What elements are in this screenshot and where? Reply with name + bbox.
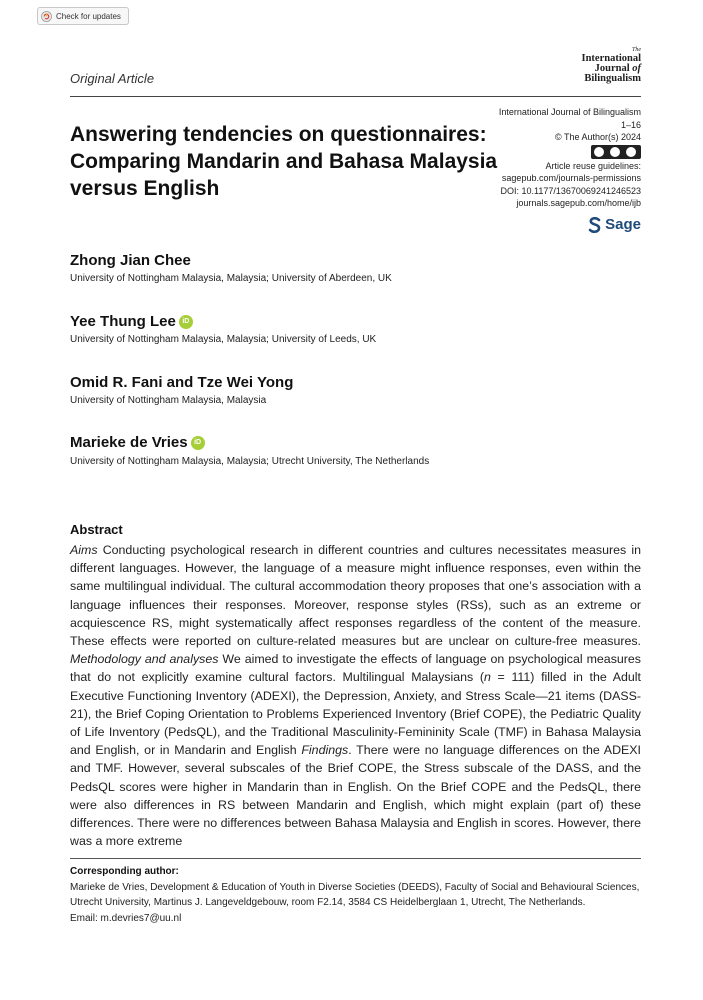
abstract-findings-label: Findings (301, 743, 349, 758)
corresponding-author-email[interactable]: Email: m.devries7@uu.nl (70, 912, 182, 924)
abstract-findings: . There were no language differences on the ADEXI and TMF. However, several subscales of the Brief COPE, the Stress subscale of the DASS, and the PedsQL scores were higher in Mandarin than in English. On the Brief COPE and the PedsQL, there were also differences in RS between Mandarin and English, which might explain (part of) these differences. There were no differences between Bahasa Malaysia and English in scores. However, there was a more extreme (70, 743, 641, 849)
footnote-divider (70, 858, 641, 859)
article-title: Answering tendencies on questionnaires: Comparing Mandarin and Bahasa Malaysia versus English (70, 123, 498, 200)
article-type: Original Article (70, 71, 155, 86)
journal-logo (561, 47, 641, 84)
author-name (70, 313, 193, 330)
check-for-updates-button[interactable] (37, 7, 129, 25)
abstract-methods-a: We aimed to investigate the effects of language on psychological measures that do not explicitly examine cultural factors. Multilingual Malaysians ( (70, 652, 641, 685)
cc-license-badge[interactable] (421, 144, 641, 160)
meta-journal-url[interactable]: journals.sagepub.com/home/ijb (516, 198, 641, 208)
corresponding-author-text: Marieke de Vries, Development & Education of Youth in Diverse Societies (DEEDS), Faculty of Social and Behavioural Sciences, Utrecht University, Martinus J. Langeveldgebouw, room F2.14, 3584 CS Heidelberglaan 1, Utrecht, The Netherlands. (70, 882, 640, 909)
author-name-text: Marieke de Vries (70, 434, 188, 451)
meta-journal: International Journal of Bilingualism (498, 107, 641, 117)
header-divider (70, 96, 641, 97)
sage-logo-text: Sage (605, 216, 641, 233)
journal-logo-journal: Journal (594, 63, 633, 74)
check-for-updates-label: Check for updates (56, 11, 121, 21)
abstract-methods-b: = 111) filled in the Adult Executive Functioning Inventory (ADEXI), the Depression, Anxiety, and Stress Scale—21 items (DASS-21), the Brief Coping Orientation to Problems Experienced Inventory (Brief COPE), the Pediatric Quality of Life Inventory (PedsQL), and the Traditional Masculinity-Femininity Scale (TMF) in Bahasa Malaysia and English, or in Mandarin and English (70, 670, 641, 758)
author-name (70, 434, 205, 451)
refresh-icon (41, 11, 52, 22)
journal-logo-line3: Bilingualism (584, 73, 641, 84)
author-affiliation: University of Nottingham Malaysia, Malaysia; University of Aberdeen, UK (70, 273, 392, 284)
author-affiliation: University of Nottingham Malaysia, Malaysia; Utrecht University, The Netherlands (70, 456, 430, 467)
corresponding-author-heading: Corresponding author: (70, 866, 179, 877)
journal-logo-line1: International (581, 53, 641, 64)
meta-copyright: © The Author(s) 2024 (554, 132, 641, 142)
author-name-text: Omid R. Fani and Tze Wei Yong (70, 374, 294, 391)
author-name (70, 252, 191, 269)
corresponding-author (70, 880, 641, 926)
abstract-n-label: n (483, 670, 491, 685)
meta-doi[interactable]: DOI: 10.1177/13670069241246523 (500, 185, 641, 196)
abstract-heading: Abstract (70, 522, 123, 537)
abstract-body (70, 541, 641, 850)
author-affiliation: University of Nottingham Malaysia, Malaysia; University of Leeds, UK (70, 334, 377, 345)
orcid-icon[interactable]: iD (179, 315, 193, 329)
sage-logo (588, 216, 641, 233)
journal-logo-of: of (632, 63, 641, 74)
cc-license-icon (591, 145, 641, 159)
meta-reuse-label: Article reuse guidelines: (545, 160, 641, 171)
author-affiliation: University of Nottingham Malaysia, Malaysia (70, 395, 267, 406)
abstract-aims: Conducting psychological research in different countries and cultures necessitates measures in different languages. However, the language of a measure might influence responses, even within the same multilingual individual. The cultural accommodation theory proposes that one’s association with a language influences their responses. Moreover, response styles (RSs), such as an extreme or acquiescence RS, might systematically affect responses regardless of the content of the measure. These effects were reported on culture-related measures but are unclear on culture-free measures. (70, 543, 641, 649)
article-meta (421, 106, 641, 210)
meta-reuse-link[interactable]: sagepub.com/journals-permissions (501, 173, 641, 183)
author-name-text: Zhong Jian Chee (70, 252, 191, 269)
abstract-aims-label: Aims (70, 543, 98, 557)
author-name-text: Yee Thung Lee (70, 313, 176, 330)
orcid-icon[interactable]: iD (191, 436, 205, 450)
meta-pages: 1–16 (620, 119, 641, 130)
journal-logo-the: The (632, 47, 641, 53)
abstract-methods-label: Methodology and analyses (70, 652, 219, 667)
sage-s-icon (588, 217, 602, 233)
author-name (70, 374, 293, 391)
